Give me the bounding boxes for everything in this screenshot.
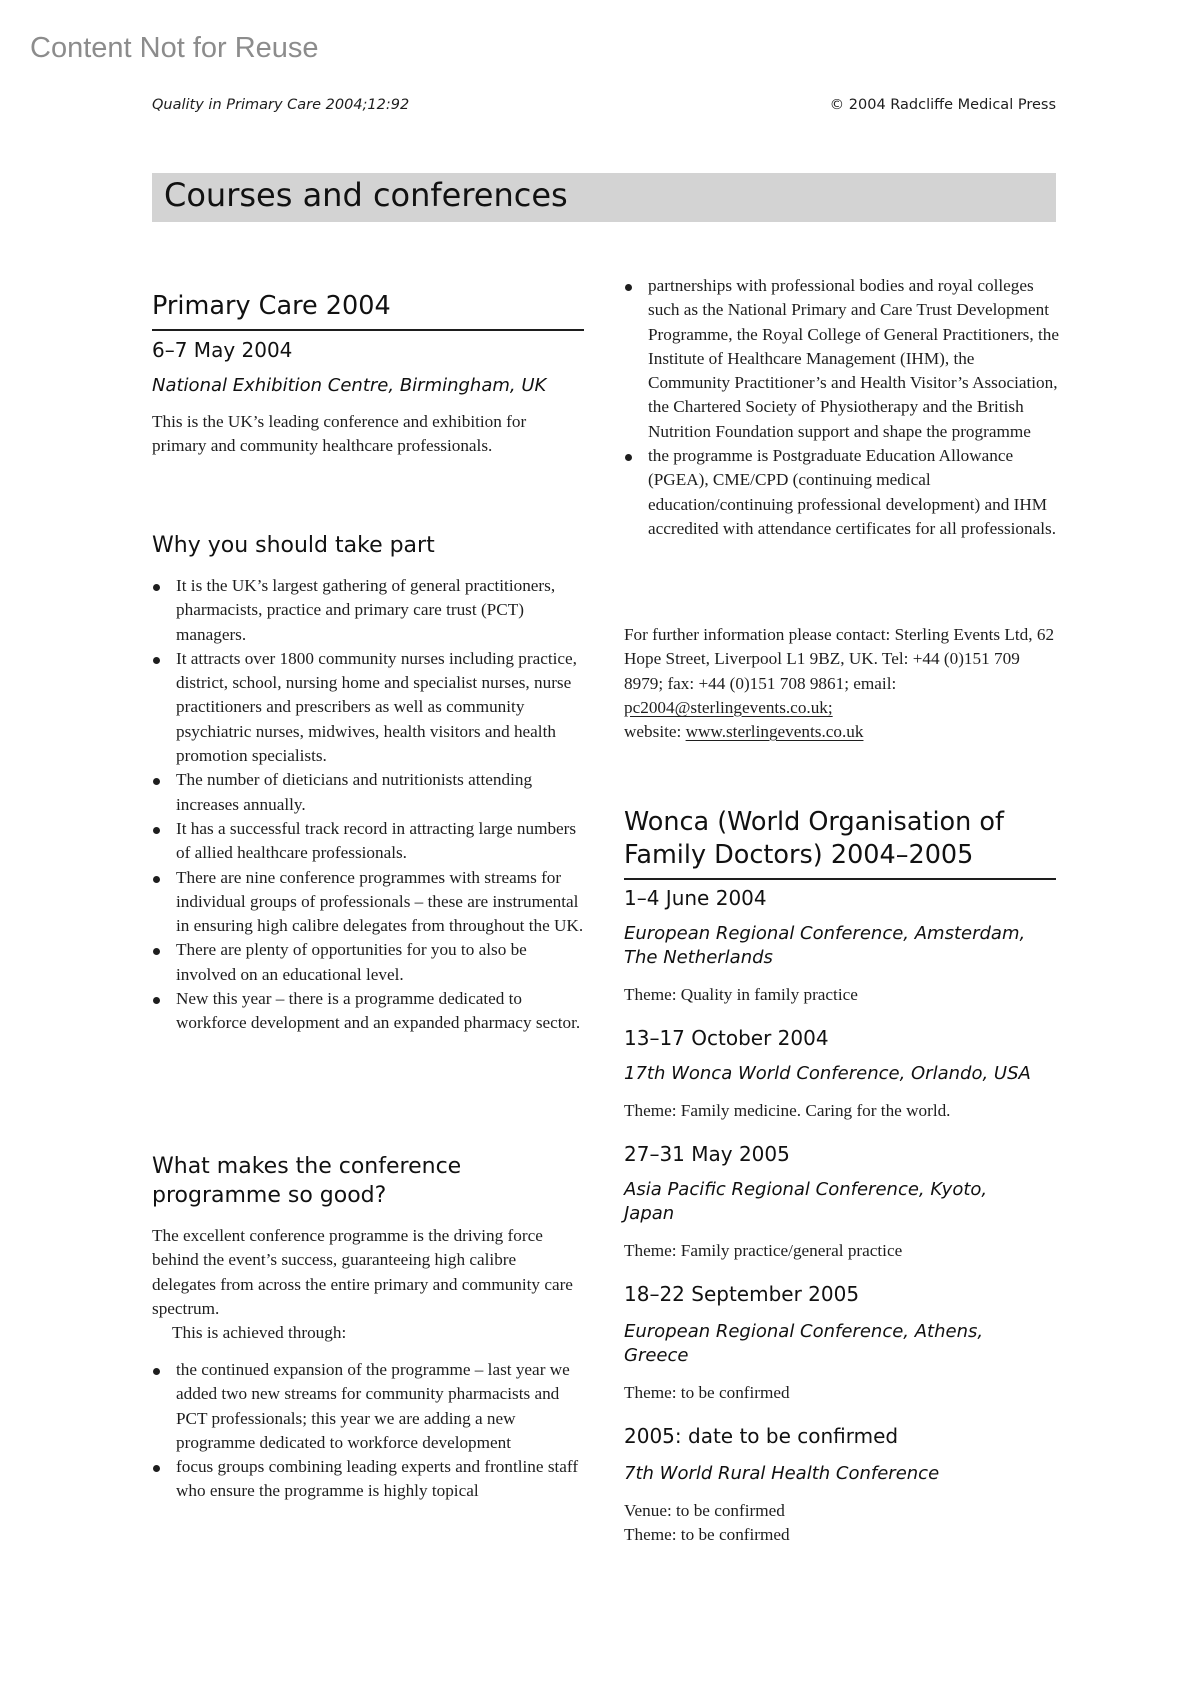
event-theme: Theme: to be confirmed	[624, 1383, 790, 1402]
event-venue-line2: The Netherlands	[624, 947, 773, 968]
event-venue-line1: Asia Pacific Regional Conference, Kyoto,	[624, 1179, 988, 1200]
list-item-text: the continued expansion of the programme – last year we added two new streams for community pharmacists and PCT professionals; this year we are adding a new programme dedicated to workforce development	[176, 1360, 570, 1452]
bullet-icon	[153, 876, 160, 883]
list-item-text: partnerships with professional bodies and royal colleges such as the National Primary and Care Trust Development Programme, the Royal College of General Practitioners, the Institute of Healthcare Management (IHM), the Community Practitioner’s and Health Visitor’s Association, the Chartered Society of Physiotherapy and the British Nutrition Foundation support and shape the programme	[648, 276, 1059, 441]
bullet-icon	[153, 997, 160, 1004]
event-venue-line2: Japan	[624, 1203, 675, 1224]
wonca-title	[624, 806, 1064, 872]
title-rule	[624, 878, 1056, 880]
title-rule	[152, 329, 584, 331]
list-item-text: It has a successful track record in attracting large numbers of allied healthcare professionals.	[176, 818, 577, 863]
achieved-list-part1	[152, 1358, 588, 1504]
primary-care-title: Primary Care 2004	[152, 291, 391, 321]
journal-citation: Quality in Primary Care 2004;12:92	[152, 97, 410, 113]
list-item	[152, 987, 588, 1036]
achieved-list-part2	[624, 274, 1060, 541]
event-theme: Theme: Family practice/general practice	[624, 1241, 903, 1260]
venue-text: Venue: to be confirmed	[624, 1501, 785, 1520]
event-venue-line2: Greece	[624, 1345, 689, 1366]
achieved-intro: This is achieved through:	[172, 1323, 347, 1342]
copyright-notice: © 2004 Radcliffe Medical Press	[829, 97, 1056, 113]
list-item	[152, 768, 588, 817]
event-date: 13–17 October 2004	[624, 1026, 829, 1050]
running-head	[152, 97, 1056, 121]
list-item	[152, 647, 588, 768]
list-item-text: There are nine conference programmes with streams for individual groups of professionals – these are instrumental in ensuring high calibre delegates from throughout the UK.	[176, 867, 584, 936]
event-venue	[624, 922, 1064, 970]
event-theme: Theme: to be confirmed	[624, 1525, 790, 1545]
event-venue	[624, 1178, 1064, 1226]
list-item	[152, 1455, 588, 1504]
why-list	[152, 574, 588, 1036]
website-label: website:	[624, 722, 682, 742]
what-heading-line1: What makes the conference	[152, 1154, 462, 1179]
contact-text: For further information please contact: Sterling Events Ltd, 62 Hope Street, Liverpool L1 9BZ, UK. Tel: +44 (0)151 709 8979; fax: +44 (0)151 708 9861;	[624, 625, 1055, 693]
bullet-icon	[625, 284, 632, 291]
wonca-title-line1: Wonca (World Organisation of	[624, 807, 1004, 837]
what-heading-line2: programme so good?	[152, 1183, 387, 1208]
website-link[interactable]: www.sterlingevents.co.uk	[685, 722, 864, 742]
event-date: 27–31 May 2005	[624, 1142, 790, 1166]
email-link[interactable]: pc2004@sterlingevents.co.uk;	[624, 697, 833, 717]
event-theme: Theme: Quality in family practice	[624, 985, 858, 1004]
event-venue-line1: 7th World Rural Health Conference	[624, 1463, 940, 1484]
why-heading: Why you should take part	[152, 533, 435, 558]
bullet-icon	[153, 827, 160, 834]
list-item-text: New this year – there is a programme dedicated to workforce development and an expanded pharmacy sector.	[176, 989, 581, 1033]
wonca-title-line2: Family Doctors) 2004–2005	[624, 840, 974, 870]
event-venue-text	[624, 1499, 1060, 1548]
list-item-text: It attracts over 1800 community nurses including practice, district, school, nursing home and specialist nurses, nurse practitioners and prescribers as well as community psychiatric nurses, midwives, health visitors and health promotion specialists.	[176, 648, 577, 766]
page-title: Courses and conferences	[164, 176, 568, 214]
email-label: email:	[853, 673, 897, 693]
event-date: 1–4 June 2004	[624, 886, 767, 910]
bullet-icon	[153, 657, 160, 664]
list-item	[152, 866, 588, 939]
what-heading	[152, 1152, 461, 1210]
contact-info	[624, 623, 1060, 744]
bullet-icon	[153, 1368, 160, 1375]
list-item	[152, 938, 588, 987]
event-venue-line1: European Regional Conference, Athens,	[624, 1321, 984, 1342]
event-venue	[624, 1462, 1064, 1486]
section-banner	[152, 173, 1056, 222]
list-item	[624, 444, 1060, 541]
list-item-text: There are plenty of opportunities for you to also be involved on an educational level.	[176, 940, 527, 984]
list-item	[624, 274, 1060, 444]
list-item-text: It is the UK’s largest gathering of general practitioners, pharmacists, practice and primary care trust (PCT) managers.	[176, 576, 556, 644]
event-venue-line1: European Regional Conference, Amsterdam,	[624, 923, 1026, 944]
primary-care-date: 6–7 May 2004	[152, 338, 293, 362]
event-date: 2005: date to be confirmed	[624, 1424, 899, 1448]
list-item	[152, 574, 588, 647]
bullet-icon	[153, 948, 160, 955]
bullet-icon	[625, 454, 632, 461]
event-theme: Theme: Family medicine. Caring for the world.	[624, 1101, 951, 1120]
list-item	[152, 817, 588, 866]
list-item-text: The number of dieticians and nutritionists attending increases annually.	[176, 770, 533, 814]
primary-care-intro: This is the UK’s leading conference and exhibition for primary and community healthcare professionals.	[152, 412, 527, 456]
watermark: Content Not for Reuse	[30, 32, 319, 64]
event-venue	[624, 1320, 1064, 1368]
bullet-icon	[153, 778, 160, 785]
primary-care-venue: National Exhibition Centre, Birmingham, UK	[152, 375, 547, 396]
list-item-text: focus groups combining leading experts and frontline staff who ensure the programme is highly topical	[176, 1457, 579, 1501]
event-date: 18–22 September 2005	[624, 1282, 860, 1306]
list-item	[152, 1358, 588, 1455]
list-item-text: the programme is Postgraduate Education Allowance (PGEA), CME/CPD (continuing medical education/continuing professional development) and IHM accredited with attendance certificates for all professionals.	[648, 446, 1057, 538]
bullet-icon	[153, 584, 160, 591]
what-paragraph: The excellent conference programme is the driving force behind the event’s success, guaranteeing high calibre delegates from across the entire primary and community care spectrum.	[152, 1226, 573, 1318]
event-venue	[624, 1062, 1064, 1086]
bullet-icon	[153, 1465, 160, 1472]
event-venue-line1: 17th Wonca World Conference, Orlando, USA	[624, 1063, 1031, 1084]
